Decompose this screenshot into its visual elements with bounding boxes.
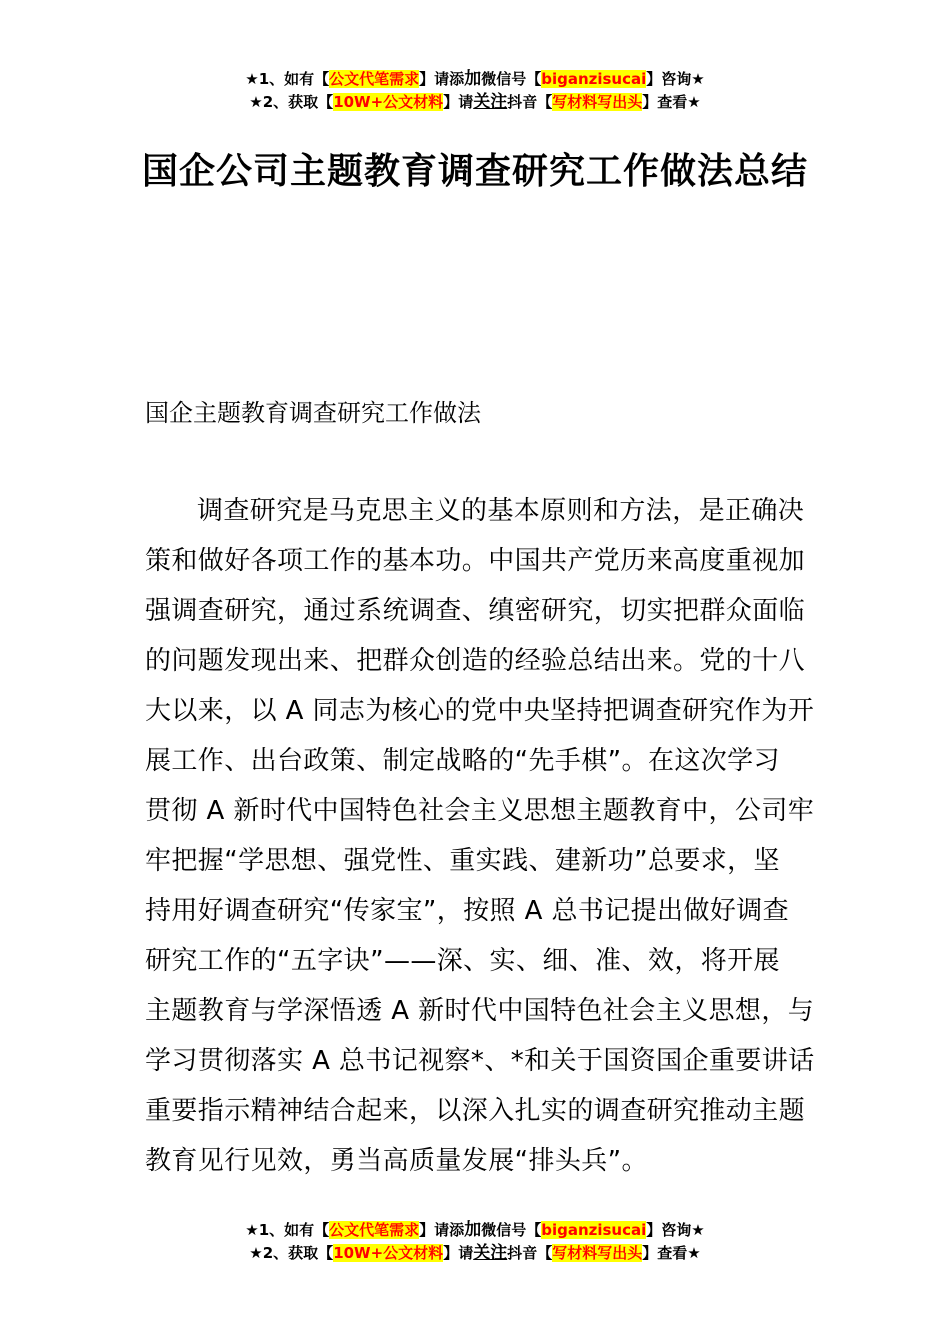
notice-text: ★2、获取【 [249, 93, 334, 111]
body-line: 学习贯彻落实 A 总书记视察*、*和关于国资国企重要讲话 [145, 1046, 815, 1076]
body-line: 调查研究是马克思主义的基本原则和方法，是正确决 [197, 496, 805, 526]
notice-text: 】请 [443, 93, 474, 111]
notice-text: 】咨询★ [646, 70, 705, 88]
notice-emphasis: 加 [464, 1220, 482, 1240]
notice-text: 微信号【 [481, 70, 542, 88]
notice-text: 】请添 [419, 70, 465, 88]
body-line: 贯彻 A 新时代中国特色社会主义思想主题教育中，公司牢 [145, 796, 815, 826]
footer-notice [0, 1219, 950, 1265]
document-title: 国企公司主题教育调查研究工作做法总结 [141, 151, 808, 192]
notice-highlight: 10W+公文材料 [333, 1244, 444, 1262]
notice-text: 】请添 [419, 1221, 465, 1239]
body-paragraph [145, 486, 815, 1186]
body-line: 展工作、出台政策、制定战略的“先手棋”。在这次学习 [145, 746, 780, 776]
notice-text: 】请 [443, 1244, 474, 1262]
notice-text: 抖音【 [507, 93, 553, 111]
notice-text: 】查看★ [642, 93, 701, 111]
douyin-account: 写材料写出头 [552, 1244, 643, 1262]
notice-highlight: 公文代笔需求 [329, 70, 420, 88]
notice-emphasis: 加 [464, 69, 482, 89]
body-line: 策和做好各项工作的基本功。中国共产党历来高度重视加 [145, 546, 806, 576]
body-line: 教育见行见效，勇当高质量发展“排头兵”。 [145, 1146, 648, 1176]
notice-text: 】查看★ [642, 1244, 701, 1262]
body-line: 强调查研究，通过系统调查、缜密研究，切实把群众面临 [145, 596, 806, 626]
notice-emphasis: 关注 [473, 92, 508, 112]
notice-highlight: 10W+公文材料 [333, 93, 444, 111]
notice-text: ★1、如有【 [245, 70, 330, 88]
notice-line-2 [0, 91, 950, 114]
notice-text: ★2、获取【 [249, 1244, 334, 1262]
notice-highlight: 公文代笔需求 [329, 1221, 420, 1239]
notice-text: 抖音【 [507, 1244, 553, 1262]
body-line: 研究工作的“五字诀”——深、实、细、准、效，将开展 [145, 946, 780, 976]
notice-text: 】咨询★ [646, 1221, 705, 1239]
notice-emphasis: 关注 [473, 1243, 508, 1263]
notice-text: ★1、如有【 [245, 1221, 330, 1239]
header-notice [0, 68, 950, 114]
body-line: 持用好调查研究“传家宝”，按照 A 总书记提出做好调查 [145, 896, 790, 926]
wechat-id: biganzisucai [541, 1221, 647, 1239]
body-line: 牢把握“学思想、强党性、重实践、建新功”总要求，坚 [145, 846, 780, 876]
wechat-id: biganzisucai [541, 70, 647, 88]
douyin-account: 写材料写出头 [552, 93, 643, 111]
notice-text: 微信号【 [481, 1221, 542, 1239]
body-line: 重要指示精神结合起来，以深入扎实的调查研究推动主题 [145, 1096, 806, 1126]
notice-line-2 [0, 1242, 950, 1265]
body-line: 主题教育与学深悟透 A 新时代中国特色社会主义思想，与 [145, 996, 815, 1026]
body-line: 大以来，以 A 同志为核心的党中央坚持把调查研究作为开 [145, 696, 815, 726]
body-line: 的问题发现出来、把群众创造的经验总结出来。党的十八 [145, 646, 806, 676]
notice-line-1 [0, 1219, 950, 1242]
document-subtitle: 国企主题教育调查研究工作做法 [145, 399, 481, 427]
notice-line-1 [0, 68, 950, 91]
